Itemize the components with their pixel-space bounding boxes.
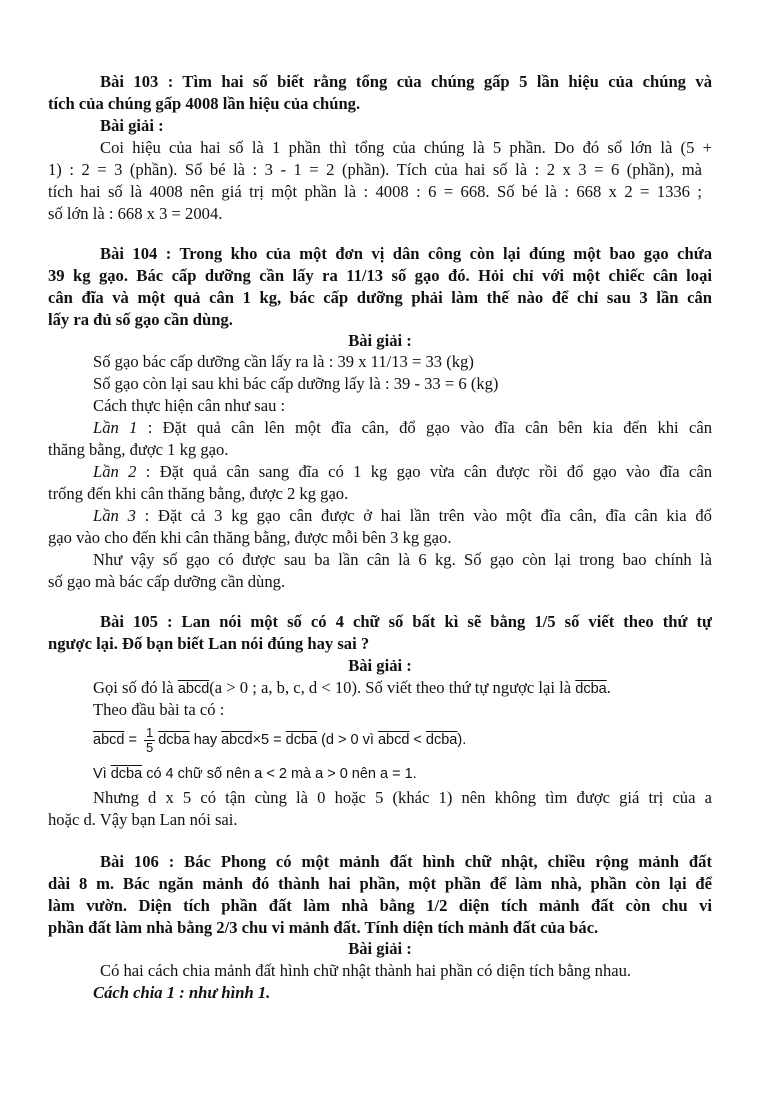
problem-104-conclusion-cont: số gạo mà bác cấp dưỡng cần dùng.: [48, 572, 286, 591]
problem-104-step-3-cont: gạo vào cho đến khi cân thăng bằng, được mỗi bên 3 kg gạo.: [48, 528, 452, 547]
abcd-overline: abcd: [177, 681, 210, 697]
abcd-overline: abcd: [221, 732, 253, 748]
text: hay: [189, 732, 222, 748]
step-1-label: Lần 1: [93, 418, 138, 437]
problem-105-equation: [93, 722, 757, 758]
problem-104-line: Số gạo còn lại sau khi bác cấp dưỡng lấy là : 39 - 33 = 6 (kg): [93, 374, 499, 393]
fraction-denominator: 5: [145, 739, 154, 755]
fraction-one-fifth: [144, 726, 155, 755]
problem-103-line: số lớn là : 668 x 3 = 2004.: [48, 204, 223, 223]
text: =: [124, 732, 141, 748]
problem-104-solution-label: Bài giải :: [348, 331, 412, 350]
text: Gọi số đó là: [93, 678, 178, 697]
dcba-overline: dcba: [575, 681, 607, 697]
problem-103-heading-line2: tích của chúng gấp 4008 lần hiệu của chúng.: [48, 94, 361, 113]
problem-103-line: Coi hiệu của hai số là 1 phần thì tổng của chúng là 5 phần. Do đó số lớn là (5 +: [100, 138, 712, 157]
step-1-text: : Đặt quả cân lên một đĩa cân, đổ gạo vào đĩa cân bên kia đến khi cân: [137, 418, 712, 437]
problem-104-conclusion: Như vậy số gạo có được sau ba lần cân là 6 kg. Số gạo còn lại trong bao chính là: [93, 550, 712, 569]
problem-106-heading-line: phần đất làm nhà bằng 2/3 chu vi mảnh đất. Tính diện tích mảnh đất của bác.: [48, 918, 599, 937]
problem-104-step-1-cont: thăng bằng, được 1 kg gạo.: [48, 440, 229, 459]
step-2-label: Lần 2: [93, 462, 137, 481]
text: <: [409, 732, 426, 748]
problem-103-line: tích hai số là 4008 nên giá trị một phần là : 4008 : 6 = 668. Số bé là : 668 x 2 = 1336 ;: [48, 182, 702, 201]
fraction-numerator: 1: [145, 724, 154, 740]
text: .: [606, 678, 611, 697]
problem-105-line6: hoặc d. Vậy bạn Lan nói sai.: [48, 810, 238, 829]
problem-104-heading-line: 39 kg gạo. Bác cấp dưỡng cần lấy ra 11/13 số gạo đó. Hỏi chỉ với một chiếc cân loại: [48, 266, 712, 285]
problem-105-line1: [93, 678, 757, 699]
problem-104-step-1: [93, 418, 712, 438]
problem-103-solution-label: Bài giải :: [100, 116, 164, 135]
problem-104-heading-line: cân đĩa và một quả cân 1 kg, bác cấp dưỡng phải làm thế nào để chỉ sau 3 lần cân: [48, 288, 712, 307]
dcba-overline: dcba: [425, 732, 458, 748]
problem-104-heading-line: lấy ra đủ số gạo cần dùng.: [48, 310, 233, 329]
problem-104-step-2-cont: trống đến khi cân thăng bằng, được 2 kg gạo.: [48, 484, 349, 503]
step-3-label: Lần 3: [93, 506, 136, 525]
problem-106-heading-line: làm vườn. Diện tích phần đất làm nhà bằng 1/2 diện tích mảnh đất còn chu vi: [48, 896, 712, 915]
problem-106-heading-line: Bài 106 : Bác Phong có một mảnh đất hình chữ nhật, chiều rộng mảnh đất: [100, 852, 712, 871]
problem-105-line2: Theo đầu bài ta có :: [93, 700, 225, 719]
problem-104-heading-line: Bài 104 : Trong kho của một đơn vị dân công còn lại đúng một bao gạo chứa: [100, 244, 712, 263]
problem-104-line: Cách thực hiện cân như sau :: [93, 396, 286, 415]
problem-106-method-1: Cách chia 1 : như hình 1.: [93, 983, 271, 1002]
problem-105-heading-line1: Bài 105 : Lan nói một số có 4 chữ số bất kì sẽ bằng 1/5 số viết theo thứ tự: [100, 612, 712, 631]
text: (a > 0 ; a, b, c, d < 10). Số viết theo thứ tự ngược lại là: [209, 678, 576, 697]
step-2-text: : Đặt quả cân sang đĩa có 1 kg gạo vừa cân được rồi đổ gạo vào đĩa cân: [136, 462, 712, 481]
problem-105-heading-line2: ngược lại. Đố bạn biết Lan nói đúng hay sai ?: [48, 634, 370, 653]
dcba-overline: dcba: [285, 732, 318, 748]
problem-106-solution-label: Bài giải :: [348, 939, 412, 958]
text: có 4 chữ số nên a < 2 mà a > 0 nên a = 1.: [142, 766, 417, 782]
problem-103-heading-line1: Bài 103 : Tìm hai số biết rằng tổng của chúng gấp 5 lần hiệu của chúng và: [100, 72, 712, 91]
dcba-overline: dcba: [158, 732, 190, 748]
text: ).: [457, 732, 467, 748]
problem-103-line: 1) : 2 = 3 (phần). Số bé là : 3 - 1 = 2 (phần). Tích của hai số là : 2 x 3 = 6 (phần), mà: [48, 160, 702, 179]
problem-104-step-3: [93, 506, 712, 526]
problem-106-line1: Có hai cách chia mảnh đất hình chữ nhật thành hai phần có diện tích bằng nhau.: [100, 961, 632, 980]
problem-106-heading-line: dài 8 m. Bác ngăn mảnh đó thành hai phần, một phần để làm nhà, phần còn lại để: [48, 874, 712, 893]
problem-104-line: Số gạo bác cấp dưỡng cần lấy ra là : 39 x 11/13 = 33 (kg): [93, 352, 474, 371]
text: (d > 0 vì: [317, 732, 378, 748]
problem-105-line5: Nhưng d x 5 có tận cùng là 0 hoặc 5 (khác 1) nên không tìm được giá trị của a: [93, 788, 712, 807]
problem-105-solution-label: Bài giải :: [348, 656, 412, 675]
abcd-overline: abcd: [377, 732, 410, 748]
text: Vì: [93, 766, 111, 782]
abcd-overline: abcd: [93, 732, 125, 748]
text: ×5 =: [252, 732, 286, 748]
problem-105-line4: [93, 764, 757, 784]
problem-104-step-2: [93, 462, 712, 482]
step-3-text: : Đặt cả 3 kg gạo cân được ở hai lần trên vào một đĩa cân, đĩa cân kia đổ: [135, 506, 712, 525]
dcba-overline: dcba: [110, 766, 143, 782]
